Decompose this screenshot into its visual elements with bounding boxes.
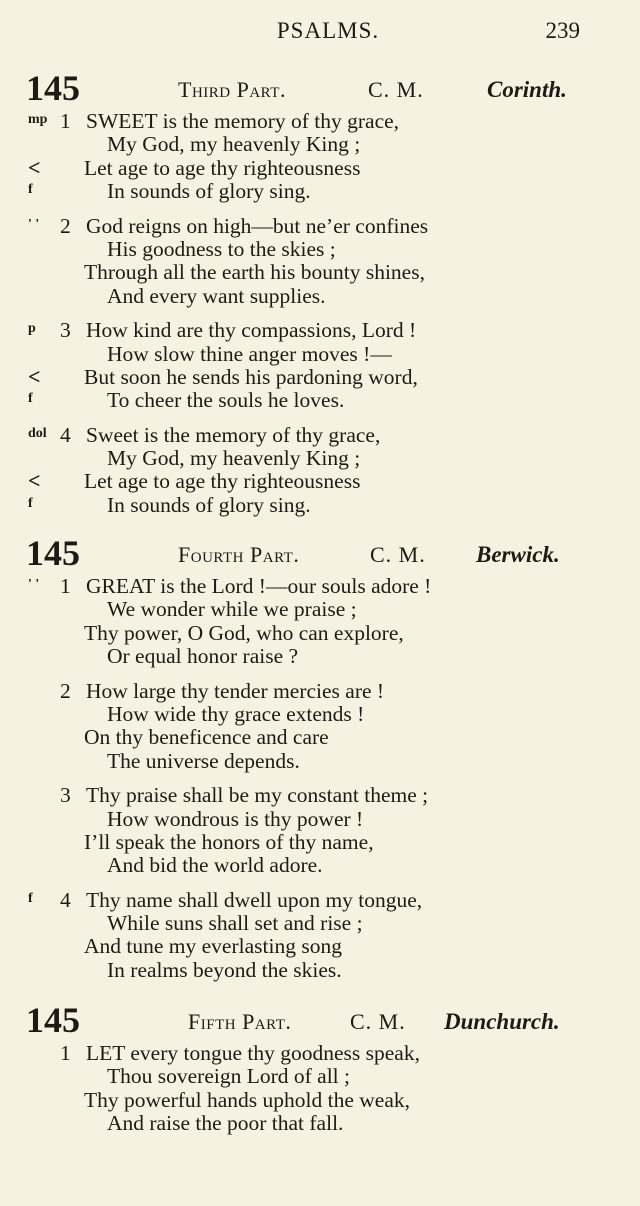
verse-number: 4 [60, 422, 71, 447]
verse-line: And bid the world adore. [107, 853, 323, 878]
stanza [0, 889, 640, 983]
dynamics-mark: f [28, 182, 33, 198]
verse-line: We wonder while we praise ; [107, 597, 357, 622]
stanza-line [0, 1112, 640, 1135]
stanza-line [0, 854, 640, 877]
stanza-line [0, 784, 640, 807]
stanza-line [0, 1042, 640, 1065]
stanza-line [0, 750, 640, 773]
verse-line: Let age to age thy righteousness [84, 469, 361, 494]
verse-line: How wondrous is thy power ! [107, 806, 364, 831]
verse-line: But soon he sends his pardoning word, [84, 364, 418, 389]
verse-line: On thy beneficence and care [84, 725, 329, 750]
verse-line: Thy powerful hands uphold the weak, [84, 1087, 411, 1112]
verse-number: 1 [60, 1041, 71, 1065]
verse-line: My God, my heavenly King ; [107, 132, 361, 157]
verse-line: And raise the poor that fall. [107, 1111, 344, 1136]
page-number: 239 [545, 18, 580, 43]
stanza [0, 319, 640, 413]
psalm-section-fifth-part [0, 1000, 640, 1136]
dynamics-mark: ' ' [28, 577, 40, 592]
running-title: PSALMS. [276, 18, 380, 43]
stanza-line [0, 808, 640, 831]
stanza-line [0, 319, 640, 342]
verse-line: To cheer the souls he loves. [107, 388, 345, 413]
verse-number: 3 [60, 783, 71, 808]
stanza [0, 110, 640, 204]
stanza-line [0, 645, 640, 668]
part-label: Fourth Part. [178, 542, 300, 567]
stanza-line [0, 180, 640, 203]
stanza-line [0, 470, 640, 493]
stanza [0, 784, 640, 878]
stanza-line [0, 598, 640, 621]
dynamics-mark: dol [28, 425, 47, 441]
verse-line: Let age to age thy righteousness [84, 155, 361, 180]
meter-label: C. M. [370, 542, 426, 567]
stanza-line [0, 726, 640, 749]
dynamics-mark: < [28, 363, 41, 389]
dynamics-mark: f [28, 495, 33, 511]
stanza-line [0, 238, 640, 261]
verse-line: GREAT is the Lord !—our souls adore ! [86, 574, 432, 598]
verse-line: God reigns on high—but ne’er confines [86, 213, 429, 238]
meter-label: C. M. [350, 1009, 406, 1034]
dynamics-mark: f [28, 391, 33, 407]
dynamics-mark: ' ' [28, 216, 40, 232]
psalm-number: 145 [26, 68, 80, 108]
verse-line: And tune my everlasting song [84, 934, 342, 959]
verse-number: 2 [60, 213, 71, 238]
stanza [0, 1042, 640, 1136]
verse-line: His goodness to the skies ; [107, 236, 336, 261]
verse-number: 3 [60, 318, 71, 343]
stanza-line [0, 575, 640, 598]
verse-line: How slow thine anger moves !— [107, 341, 392, 366]
stanza-line [0, 959, 640, 982]
psalm-number: 145 [26, 1000, 80, 1040]
stanza-line [0, 703, 640, 726]
stanza [0, 680, 640, 774]
dynamics-mark: < [28, 468, 41, 494]
verse-line: How wide thy grace extends ! [107, 701, 365, 726]
stanza-line [0, 389, 640, 412]
verse-line: Thy name shall dwell upon my tongue, [86, 887, 423, 912]
verse-line: How kind are thy compassions, Lord ! [86, 318, 417, 343]
tune-name: Corinth. [487, 77, 567, 102]
verse-line: SWEET is the memory of thy grace, [86, 109, 400, 133]
stanza-line [0, 494, 640, 517]
verse-line: In sounds of glory sing. [107, 179, 311, 204]
dynamics-mark: p [28, 321, 36, 337]
stanza-line [0, 285, 640, 308]
stanza-line [0, 680, 640, 703]
dynamics-mark: < [28, 154, 41, 180]
stanza-line [0, 889, 640, 912]
stanza-line [0, 154, 640, 180]
verse-line: Sweet is the memory of thy grace, [86, 422, 381, 447]
psalm-section-fourth-part [0, 533, 640, 982]
stanza [0, 575, 640, 669]
stanza-line [0, 447, 640, 470]
verse-number: 1 [60, 574, 71, 598]
stanza-line [0, 343, 640, 366]
verse-line: I’ll speak the honors of thy name, [84, 829, 374, 854]
stanza-line [0, 912, 640, 935]
verse-line: Or equal honor raise ? [107, 644, 299, 669]
stanza-line [0, 261, 640, 284]
stanza-line [0, 363, 640, 389]
psalm-section-third-part [0, 68, 640, 517]
verse-number: 4 [60, 887, 71, 912]
dynamics-mark: f [28, 890, 33, 906]
part-label: Third Part. [178, 77, 286, 102]
verse-line: In sounds of glory sing. [107, 492, 311, 517]
stanza-line [0, 1065, 640, 1088]
stanza [0, 215, 640, 309]
verse-line: The universe depends. [107, 748, 300, 773]
page-header [0, 16, 640, 50]
meter-label: C. M. [368, 77, 424, 102]
stanza-line [0, 215, 640, 238]
psalm-number: 145 [26, 533, 80, 573]
verse-line: How large thy tender mercies are ! [86, 678, 385, 703]
stanza-line [0, 622, 640, 645]
verse-number: 1 [60, 109, 71, 133]
verse-line: And every want supplies. [107, 283, 326, 308]
tune-name: Berwick. [476, 542, 560, 567]
stanza-line [0, 133, 640, 156]
verse-line: Thou sovereign Lord of all ; [107, 1064, 351, 1089]
verse-line: Thy praise shall be my constant theme ; [86, 783, 429, 808]
stanza-line [0, 424, 640, 447]
stanza-line [0, 1089, 640, 1112]
verse-line: LET every tongue thy goodness speak, [86, 1041, 420, 1065]
tune-name: Dunchurch. [444, 1009, 560, 1034]
verse-line: In realms beyond the skies. [107, 957, 342, 982]
verse-line: While suns shall set and rise ; [107, 911, 363, 936]
verse-line: Thy power, O God, who can explore, [84, 620, 404, 645]
dynamics-mark: mp [28, 112, 48, 127]
stanza-line [0, 831, 640, 854]
verse-number: 2 [60, 678, 71, 703]
verse-line: Through all the earth his bounty shines, [84, 260, 425, 285]
stanza-line [0, 110, 640, 133]
stanza-line [0, 935, 640, 958]
part-label: Fifth Part. [188, 1009, 292, 1034]
verse-line: My God, my heavenly King ; [107, 446, 361, 471]
stanza [0, 424, 640, 518]
